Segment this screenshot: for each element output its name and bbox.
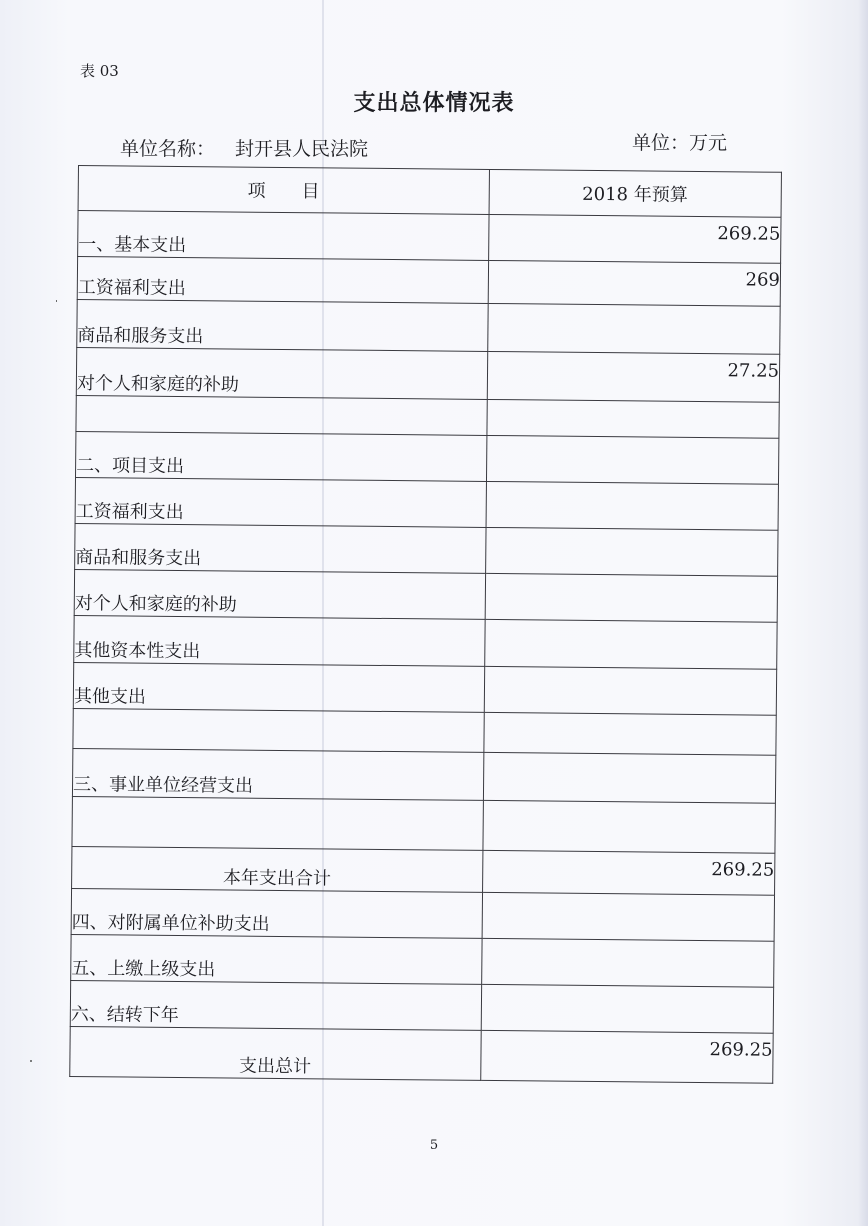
header-budget-2018: 2018 年预算	[489, 169, 782, 217]
row-label: 对个人和家庭的补助	[76, 347, 487, 399]
table-row	[78, 211, 781, 264]
table-row	[74, 569, 777, 622]
table-row	[73, 708, 776, 755]
table-row-total	[72, 846, 775, 895]
table-row	[72, 796, 775, 853]
row-value	[483, 752, 776, 803]
table-header-row	[78, 166, 781, 218]
row-value	[481, 938, 774, 987]
table-row	[72, 748, 775, 803]
form-number: 表 03	[80, 62, 119, 80]
row-value	[484, 619, 777, 669]
row-value	[486, 399, 779, 438]
row-value	[483, 712, 776, 755]
row-value	[485, 573, 778, 622]
row-label: 四、对附属单位补助支出	[71, 888, 482, 938]
row-label: 一、基本支出	[78, 211, 489, 261]
row-value	[486, 481, 779, 530]
unit-name-value: 封开县人民法院	[235, 138, 369, 160]
page-title: 支出总体情况表	[353, 91, 515, 116]
row-value	[487, 303, 780, 354]
table-row	[71, 934, 774, 987]
table-row	[77, 257, 780, 307]
header-item: 项 目	[78, 166, 489, 215]
row-value: 269.25	[480, 1030, 773, 1083]
scan-speck	[30, 1060, 32, 1062]
row-value: 269.25	[488, 214, 781, 263]
expenditure-table	[69, 165, 782, 1084]
table-row	[70, 980, 773, 1033]
row-label	[72, 796, 483, 850]
row-label	[76, 395, 487, 435]
row-label	[73, 708, 484, 752]
row-label: 支出总计	[70, 1026, 481, 1080]
row-label: 工资福利支出	[77, 257, 488, 304]
table-row	[71, 888, 774, 941]
row-value	[482, 892, 775, 941]
table-row	[75, 477, 778, 530]
table-row	[73, 662, 776, 715]
unit-name-label: 单位名称：	[120, 138, 216, 160]
unit-name-line	[120, 134, 368, 161]
row-value	[485, 527, 778, 576]
row-label: 其他支出	[73, 662, 484, 712]
scan-speck	[56, 300, 57, 302]
row-label: 商品和服务支出	[77, 299, 488, 351]
row-label: 六、结转下年	[70, 980, 481, 1030]
row-label: 五、上缴上级支出	[71, 934, 482, 984]
table-row	[76, 347, 779, 402]
row-value	[486, 435, 779, 484]
row-label: 商品和服务支出	[75, 523, 486, 573]
row-label: 其他资本性支出	[74, 615, 485, 666]
row-value	[484, 666, 777, 715]
table-row	[75, 523, 778, 576]
page-number: 5	[429, 1138, 439, 1153]
table-row	[76, 431, 779, 484]
row-value	[482, 800, 775, 853]
row-value: 27.25	[487, 351, 780, 402]
table-row	[74, 615, 777, 669]
row-label: 对个人和家庭的补助	[74, 569, 485, 619]
table-row	[77, 299, 780, 354]
row-label: 本年支出合计	[72, 846, 483, 892]
row-label: 二、项目支出	[76, 431, 487, 481]
page-edge-shadow	[858, 0, 868, 1226]
row-value: 269	[488, 260, 781, 306]
row-label: 三、事业单位经营支出	[72, 748, 483, 800]
currency-unit: 单位：万元	[632, 132, 728, 154]
row-value: 269.25	[482, 850, 775, 895]
row-label: 工资福利支出	[75, 477, 486, 527]
table-row-grand-total	[70, 1026, 773, 1083]
row-value	[481, 984, 774, 1033]
